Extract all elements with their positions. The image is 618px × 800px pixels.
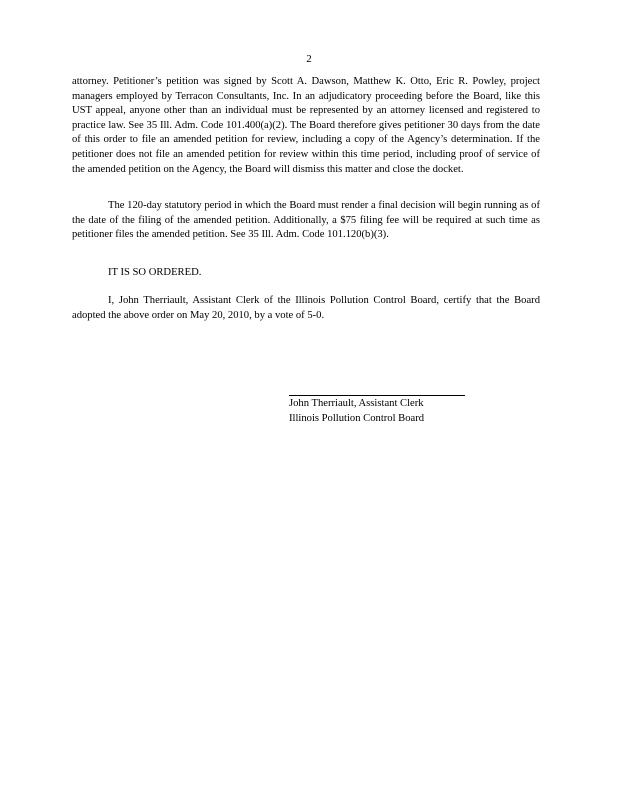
- paragraph-certification: [72, 294, 540, 323]
- signature-line: [289, 395, 465, 396]
- paragraph-text: I, John Therriault, Assistant Clerk of the Illinois Pollution Control Board, certify that the Board adopted the above order on May 20, 2010, by a vote of 5-0.: [72, 295, 540, 321]
- signature-block: [289, 397, 539, 426]
- paragraph-text: attorney. Petitioner’s petition was signed by Scott A. Dawson, Matthew K. Otto, Eric R. Powley, project managers employed by Terracon Consultants, Inc. In an adjudicatory proceeding before the Board, like this UST appeal, anyone other than an individual must be represented by an attorney licensed and registered to practice law. See 35 Ill. Adm. Code 101.400(a)(2). The Board therefore gives petitioner 30 days from the date of this order to file an amended petition for review, including a copy of the Agency’s determination. If the petitioner does not file an amended petition for review within this time period, including proof of service of the amended petition on the Agency, the Board will dismiss this matter and close the docket.: [72, 76, 540, 175]
- page-number: 2: [306, 53, 312, 65]
- paragraph-attorney-requirement: [72, 75, 540, 177]
- paragraph-statutory-period: [72, 199, 540, 243]
- paragraph-text: IT IS SO ORDERED.: [108, 267, 202, 278]
- signatory-organization: Illinois Pollution Control Board: [289, 412, 425, 424]
- signatory-name: John Therriault, Assistant Clerk: [289, 398, 424, 409]
- paragraph-text: The 120-day statutory period in which the Board must render a final decision will begin running as of the date of the filing of the amended petition. Additionally, a $75 filing fee will be required at such time as petitioner files the amended petition. See 35 Ill. Adm. Code 101.120(b)(3).: [72, 200, 540, 241]
- paragraph-ordered: [72, 266, 540, 281]
